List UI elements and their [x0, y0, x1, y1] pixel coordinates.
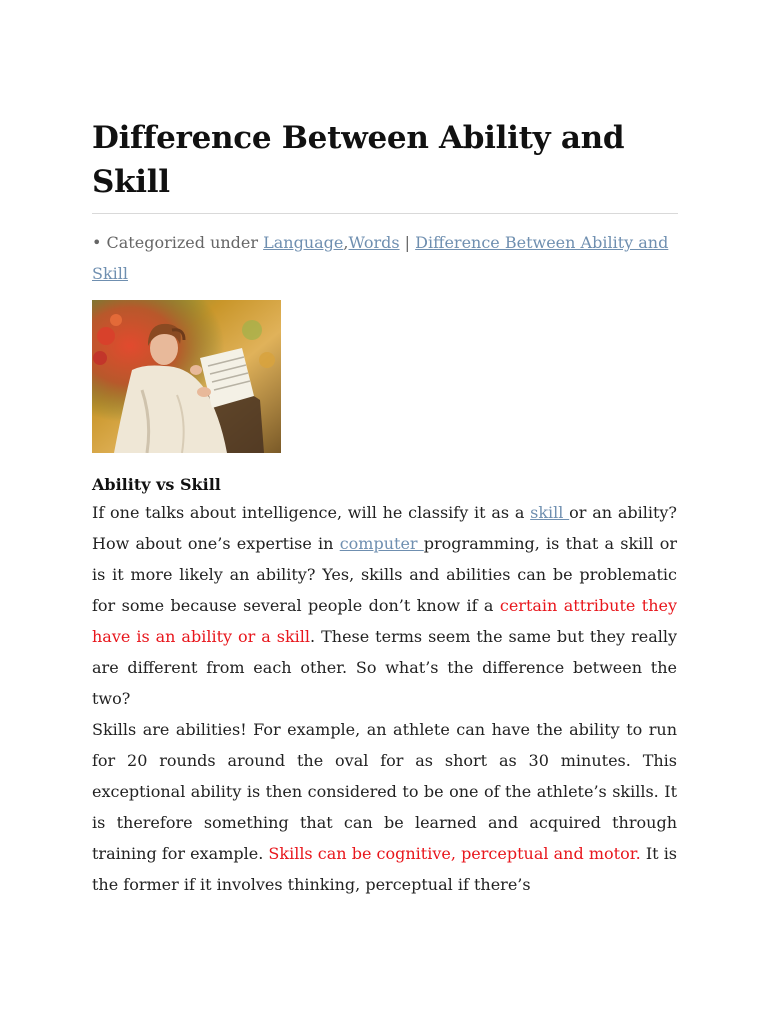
section-heading: Ability vs Skill — [92, 475, 221, 494]
paragraph-1 — [92, 497, 677, 714]
p1-text-d: . These terms seem the same but they really are different from each other. So what’s the difference between the two? — [92, 627, 678, 708]
p1-text-b: or an ability? How about one’s expertise in — [92, 503, 677, 553]
article-image — [92, 300, 281, 453]
p2-text-a: Skills are abilities! For example, an athlete can have the ability to run for 20 rounds around the oval for as short as 30 minutes. This exceptional ability is then considered to be one of the athlete’s skills. It is therefore something that can be learned and acquired through training for example. — [92, 720, 677, 863]
meta-separator: | — [399, 233, 416, 252]
skill-link[interactable]: skill — [530, 503, 570, 522]
category-prefix: • Categorized under — [92, 233, 264, 252]
title-divider — [92, 213, 678, 214]
category-link-words[interactable]: Words — [348, 233, 400, 252]
category-link-language[interactable]: Language — [263, 233, 344, 252]
category-meta — [92, 227, 677, 289]
article — [92, 0, 677, 900]
category-separator: , — [343, 233, 349, 252]
page-title: Difference Between Ability and Skill — [92, 120, 625, 200]
computer-link[interactable]: computer — [339, 534, 424, 553]
p2-text-b: It is the former if it involves thinking, perceptual if there’s — [92, 844, 678, 894]
p1-text-a: If one talks about intelligence, will he classify it as a — [92, 503, 531, 522]
paragraph-2 — [92, 714, 677, 900]
p2-highlight: Skills can be cognitive, perceptual and motor. — [268, 844, 641, 863]
article-breadcrumb-link[interactable]: Difference Between Ability and Skill — [92, 233, 669, 283]
p1-highlight: certain attribute they have is an ability or a skill — [92, 596, 678, 646]
p1-text-c: programming, is that a skill or is it more likely an ability? Yes, skills and abilities can be problematic for some because several people don’t know if a — [92, 534, 677, 615]
